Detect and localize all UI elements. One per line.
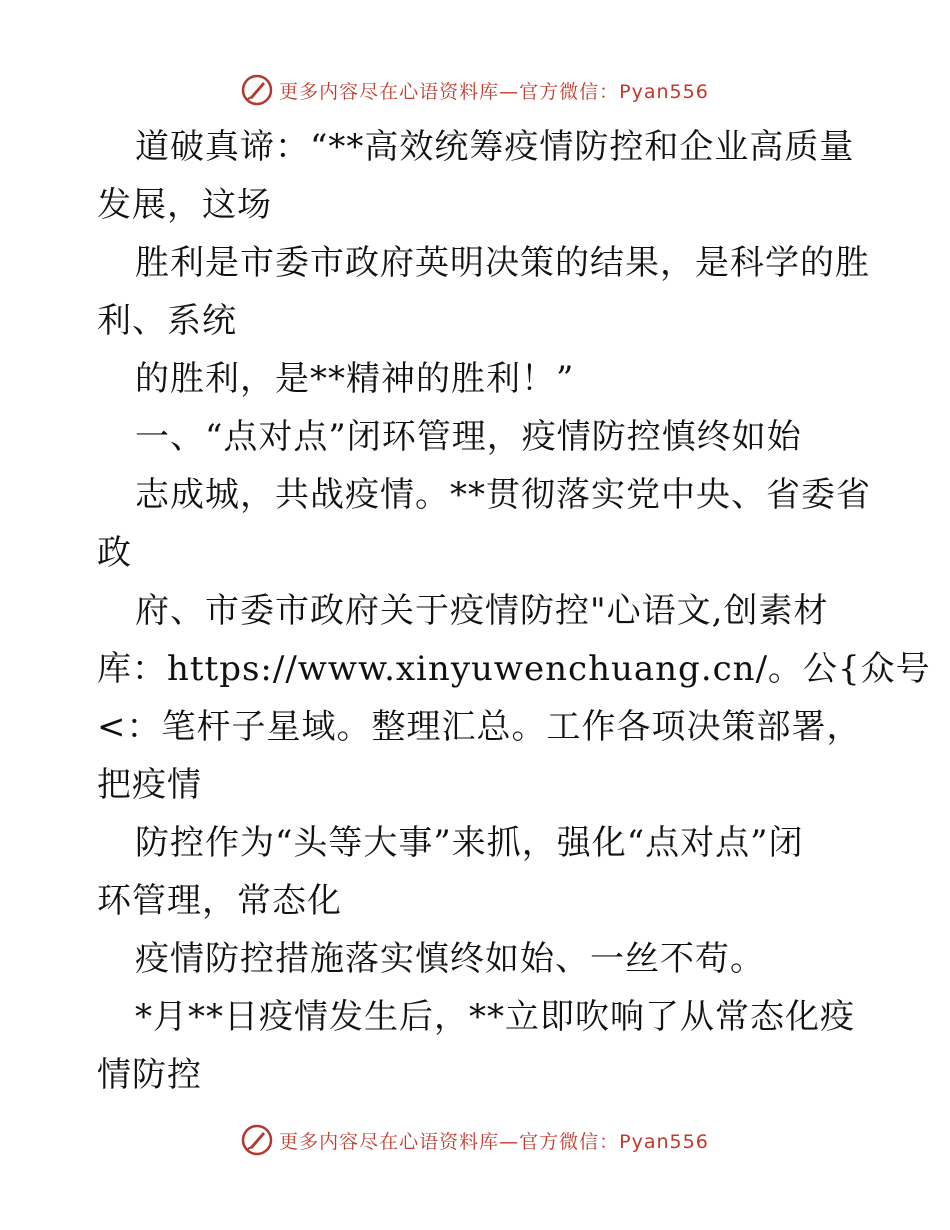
body-line-3: 胜利是市委市政府英明决策的结果，是科学的胜 <box>135 243 870 283</box>
header-banner-dash: — <box>499 80 520 103</box>
body-line-13: 防控作为“头等大事”来抓，强化“点对点”闭 <box>135 823 804 863</box>
quill-logo-icon <box>241 74 273 106</box>
body-line-7: 志成城，共战疫情。**贯彻落实党中央、省委省 <box>135 475 871 515</box>
body-line-4: 利、系统 <box>97 301 237 341</box>
footer-banner-sub: 官方微信：Pyan556 <box>519 1130 709 1153</box>
header-banner-sub: 官方微信：Pyan556 <box>519 80 709 103</box>
body-line-5: 的胜利，是**精神的胜利！” <box>135 359 575 399</box>
footer-banner <box>0 1120 950 1160</box>
body-line-6: 一、“点对点”闭环管理，疫情防控慎终如始 <box>135 417 802 457</box>
body-line-15: 疫情防控措施落实慎终如始、一丝不苟。 <box>135 939 765 979</box>
header-banner <box>0 70 950 110</box>
footer-banner-main: 更多内容尽在心语资料库 <box>279 1130 500 1153</box>
body-line-17: 情防控 <box>97 1055 202 1095</box>
body-line-2: 发展，这场 <box>97 185 272 225</box>
body-line-10: 库：https://www.xinyuwenchuang.cn/。公{众号 <box>97 649 931 689</box>
body-line-12: 把疫情 <box>97 765 202 805</box>
footer-banner-dash: — <box>499 1130 520 1153</box>
header-banner-text <box>279 77 709 104</box>
body-line-14: 环管理，常态化 <box>97 881 342 921</box>
header-banner-main: 更多内容尽在心语资料库 <box>279 80 500 103</box>
body-line-9: 府、市委市政府关于疫情防控"心语文,创素材 <box>135 591 829 631</box>
body-line-11: <：笔杆子星域。整理汇总。工作各项决策部署， <box>97 707 862 747</box>
footer-banner-text <box>279 1127 709 1154</box>
body-line-1: 道破真谛：“**高效统筹疫情防控和企业高质量 <box>135 127 855 167</box>
quill-logo-icon <box>241 1124 273 1156</box>
body-line-16: *月**日疫情发生后，**立即吹响了从常态化疫 <box>135 997 855 1037</box>
document-body <box>97 118 931 1104</box>
body-line-8: 政 <box>97 533 132 573</box>
